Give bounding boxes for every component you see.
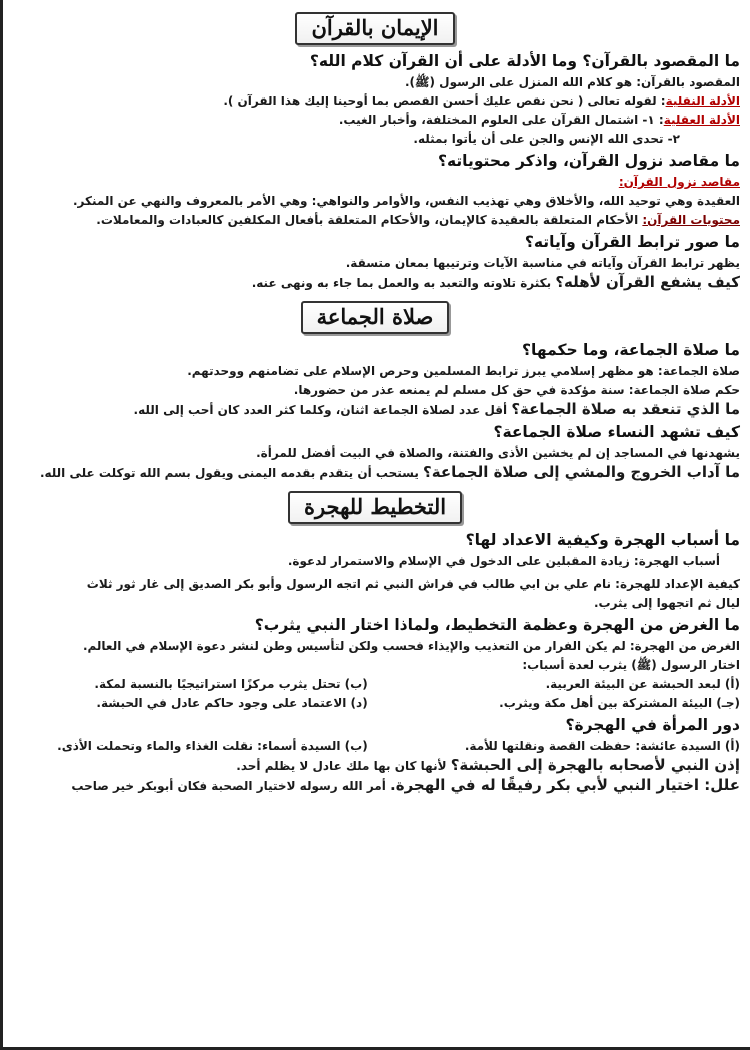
section-title-wrap	[10, 491, 740, 524]
question-abyssinia-row	[10, 756, 740, 776]
question-jamaa-etiquette-row	[10, 463, 740, 483]
question-abyssinia: إذن النبي لأصحابه بالهجرة إلى الحبشة؟	[450, 756, 740, 774]
label-naqli: الأدلة النقلية	[665, 94, 740, 108]
answer-jamaa-rule: حكم صلاة الجماعة: سنة مؤكدة في حق كل مسلم لم يمنعه عذر من حضورها.	[293, 383, 740, 397]
question-jamaa-quorum: ما الذي تنعقد به صلاة الجماعة؟	[511, 400, 740, 418]
reason-c: (جـ) البيئة المشتركة بين أهل مكة ويثرب.	[499, 696, 740, 710]
section-title-wrap	[10, 12, 740, 45]
answer-abyssinia: لأنها كان بها ملك عادل لا يظلم أحد.	[236, 759, 451, 773]
answer-aqli-evidence	[10, 111, 740, 130]
answer-contents	[10, 211, 740, 230]
section-title-jamaa: صلاة الجماعة	[301, 301, 450, 334]
question-hijra-reasons: ما أسباب الهجرة وكيفية الاعداد لها؟	[465, 531, 740, 549]
answer-intercession: بكثرة تلاوته والتعبد به والعمل بما جاء به ونهى عنه.	[251, 276, 556, 290]
answer-purposes: العقيدة وهي توحيد الله، والأخلاق وهي تهذيب النفس، والأوامر والنواهي: وهي الأمر بالمعروف والنهي عن المنكر.	[72, 194, 740, 208]
reason-b: (ب) تحتل يثرب مركزًا استراتيجيًا بالنسبة لمكة.	[94, 677, 368, 691]
section-title-wrap	[10, 301, 740, 334]
label-purposes: مقاصد نزول القرآن:	[618, 175, 740, 189]
answer-hijra-preparation: كيفية الإعداد للهجرة: نام علي بن ابي طالب في فراش النبي ثم اتجه الرسول وأبو بكر الصديق إلى غار ثور ثلاث	[86, 577, 740, 591]
question-intercession: كيف يشفع القرآن لأهله؟	[555, 273, 740, 291]
section-title-hijra: التخطيط للهجرة	[288, 491, 462, 524]
reason-d: (د) الاعتماد على وجود حاكم عادل في الحبشة.	[96, 696, 368, 710]
text-naqli: : لقوله تعالى ( نحن نقص عليك أحسن القصص بما أوحينا إليك هذا القرآن ).	[223, 94, 666, 108]
answer-jamaa-women: يشهدنها في المساجد إن لم يخشين الأذى والفتنة، والصلاة في البيت أفضل للمرأة.	[256, 446, 740, 460]
answer-hijra-choice: اختار الرسول (ﷺ) يثرب لعدة أسباب:	[522, 658, 740, 672]
answer-jamaa-etiquette: يستحب أن يتقدم بقدمه اليمنى ويقول بسم الله توكلت على الله.	[39, 466, 424, 480]
role-aisha: (أ) السيدة عائشة: حفظت القصة ونقلتها للأمة.	[464, 739, 740, 753]
question-jamaa-quorum-row	[10, 400, 740, 420]
label-aqli: الأدلة العقلية	[663, 113, 740, 127]
question-abubakr: علل: اختيار النبي لأبي بكر رفيقًا له في الهجرة.	[390, 776, 740, 794]
answer-hijra-reasons: أسباب الهجرة: زيادة المقبلين على الدخول في الإسلام والاستمرار لدعوة.	[287, 554, 720, 568]
answer-abubakr: أمر الله رسوله لاختيار الصحبة فكان أبوبكر خير صاحب	[71, 779, 391, 793]
question-intercession-row	[10, 273, 740, 293]
question-jamaa-women: كيف تشهد النساء صلاة الجماعة؟	[493, 423, 740, 441]
answer-aqli-evidence-2: ٢- تحدى الله الإنس والجن على أن يأتوا بمثله.	[413, 132, 680, 146]
section-title-quran: الإيمان بالقرآن	[295, 12, 454, 45]
text-contents: الأحكام المتعلقة بالعقيدة كالإيمان، والأحكام المتعلقة بأفعال المكلفين كالعبادات والمعاملات.	[96, 213, 643, 227]
answer-hijra-reasons-row-1	[10, 675, 740, 694]
role-asmaa: (ب) السيدة أسماء: نقلت الغذاء والماء وتحملت الأذى.	[57, 739, 368, 753]
reason-a: (أ) لبعد الحبشة عن البيئة العربية.	[545, 677, 740, 691]
label-purposes-row	[10, 173, 740, 192]
answer-jamaa-quorum: أقل عدد لصلاة الجماعة اثنان، وكلما كثر العدد كان أحب إلى الله.	[133, 403, 512, 417]
question-quran-definition: ما المقصود بالقرآن؟ وما الأدلة على أن القرآن كلام الله؟	[309, 52, 740, 70]
label-contents: محتويات القرآن:	[642, 213, 740, 227]
answer-hijra-preparation-2: ليال ثم اتجهوا إلى يثرب.	[593, 596, 740, 610]
question-women-role: دور المرأة في الهجرة؟	[565, 716, 740, 734]
answer-quran-definition: المقصود بالقرآن: هو كلام الله المنزل على الرسول (ﷺ).	[404, 75, 740, 89]
answer-quran-coherence: يظهر ترابط القرآن وآياته في مناسبة الآيات وترتيبها بمعان متسقة.	[345, 256, 740, 270]
text-aqli: : ١- اشتمال القرآن على العلوم المختلفة، وأخبار الغيب.	[338, 113, 664, 127]
question-quran-purposes: ما مقاصد نزول القرآن، واذكر محتوياته؟	[437, 152, 740, 170]
answer-naqli-evidence	[10, 92, 740, 111]
question-jamaa-etiquette: ما آداب الخروج والمشي إلى صلاة الجماعة؟	[423, 463, 740, 481]
answer-women-role-row	[10, 737, 740, 756]
answer-jamaa-definition: صلاة الجماعة: هو مظهر إسلامي يبرز ترابط المسلمين وحرص الإسلام على تضامنهم ووحدتهم.	[187, 364, 740, 378]
question-jamaa-definition: ما صلاة الجماعة، وما حكمها؟	[522, 341, 740, 359]
answer-hijra-purpose: الغرض من الهجرة: لم يكن الفرار من التعذيب والإيذاء فحسب ولكن لتأسيس وطن لنشر دعوة الإسلام في العالم.	[82, 639, 740, 653]
question-abubakr-row	[10, 776, 740, 796]
answer-hijra-reasons-row-2	[10, 694, 740, 713]
question-hijra-purpose: ما الغرض من الهجرة وعظمة التخطيط، ولماذا اختار النبي يثرب؟	[254, 616, 740, 634]
question-quran-coherence: ما صور ترابط القرآن وآياته؟	[524, 233, 740, 251]
